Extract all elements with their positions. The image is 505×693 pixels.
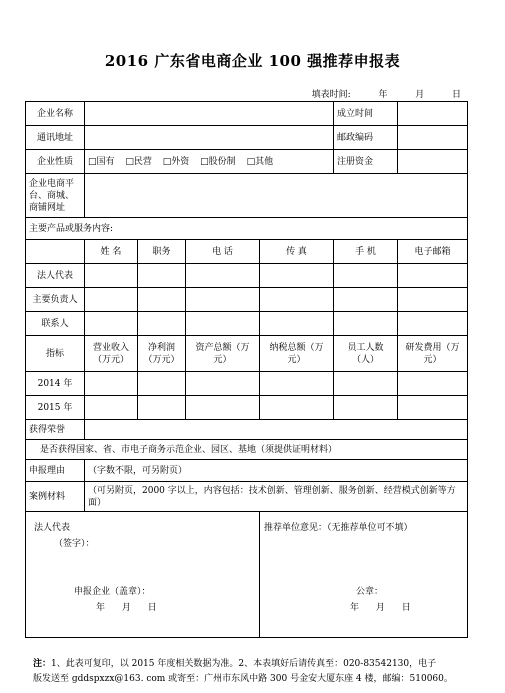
recommender-date: 年 月 日 (350, 603, 411, 613)
recommender-opinion-label: 推荐单位意见：（无推荐单位可不填） (264, 523, 413, 533)
footnote-line2: 版发送至 gddspxzx@163. com 或寄至：广州市东风中路 300 号金安大厦东座 4 楼，邮编：510060。 (33, 674, 453, 684)
nature-option-foreign[interactable]: □外资 (162, 156, 190, 167)
table-cell[interactable] (334, 264, 398, 288)
contact-header-mobile: 手 机 (334, 240, 398, 264)
table-cell[interactable] (260, 312, 334, 336)
address-label: 通讯地址 (26, 126, 85, 150)
fill-date-label: 填表时间: (311, 90, 351, 100)
indicator-net-profit: 净利润（万元） (138, 336, 186, 372)
demo-base-question: 是否获得国家、省、市电子商务示范企业、园区、基地（须提供证明材料） (26, 440, 468, 460)
products-label: 主要产品或服务内容: (26, 218, 468, 240)
table-cell[interactable] (398, 312, 468, 336)
nature-option-other[interactable]: □其他 (246, 156, 274, 167)
address-field[interactable] (85, 126, 334, 150)
founded-field[interactable] (398, 102, 468, 126)
applicant-sign-area[interactable] (26, 512, 260, 638)
nature-label: 企业性质 (26, 150, 85, 174)
legal-rep-label: 法人代表 (34, 523, 71, 533)
registered-capital-field[interactable] (398, 150, 468, 174)
table-cell[interactable] (186, 312, 260, 336)
applicant-seal-label: 申报企业（盖章）： (74, 587, 151, 597)
cases-label: 案例材料 (26, 482, 85, 512)
nature-option-state[interactable]: □国有 (88, 156, 115, 167)
year-2015-label: 2015 年 (26, 396, 85, 420)
nature-option-private[interactable]: □民营 (125, 156, 152, 167)
company-name-label: 企业名称 (26, 102, 85, 126)
table-cell[interactable] (260, 372, 334, 396)
contact-row-principal: 主要负责人 (26, 288, 85, 312)
indicator-total-assets: 资产总额（万元） (186, 336, 260, 372)
table-cell[interactable] (138, 312, 186, 336)
nature-option-joint-stock[interactable]: □股份制 (200, 156, 236, 167)
table-cell[interactable] (138, 288, 186, 312)
fill-date-year: 年 (378, 90, 388, 100)
indicator-label: 指标 (26, 336, 85, 372)
table-cell[interactable] (334, 288, 398, 312)
postcode-label: 邮政编码 (334, 126, 398, 150)
table-cell[interactable] (334, 312, 398, 336)
reason-label: 申报理由 (26, 460, 85, 482)
table-cell[interactable] (85, 288, 138, 312)
application-form (25, 101, 468, 638)
contact-header-fax: 传 真 (260, 240, 334, 264)
registered-capital-label: 注册资金 (334, 150, 398, 174)
table-cell[interactable] (260, 288, 334, 312)
reason-note[interactable]: （字数不限，可另附页） (85, 460, 468, 482)
indicator-total-tax: 纳税总额（万元） (260, 336, 334, 372)
table-cell[interactable] (138, 372, 186, 396)
fill-date (312, 87, 461, 100)
table-cell[interactable] (138, 396, 186, 420)
contact-header-name: 姓 名 (85, 240, 138, 264)
recommender-sign-area[interactable] (260, 512, 468, 638)
table-cell[interactable] (186, 288, 260, 312)
honors-label: 获得荣誉 (26, 420, 85, 440)
contact-header-email: 电子邮箱 (398, 240, 468, 264)
table-cell[interactable] (85, 312, 138, 336)
table-cell[interactable] (186, 396, 260, 420)
table-cell[interactable] (85, 264, 138, 288)
page-title: 2016 广东省电商企业 100 强推荐申报表 (104, 52, 401, 70)
postcode-field[interactable] (398, 126, 468, 150)
footnote-line1: 1、此表可复印，以 2015 年度相关数据为准。2、本表填好后请传真至：020-83542130，电子 (51, 659, 437, 669)
indicator-rd-cost: 研发费用（万元） (398, 336, 468, 372)
table-cell[interactable] (260, 396, 334, 420)
table-cell[interactable] (186, 264, 260, 288)
company-name-field[interactable] (85, 102, 334, 126)
nature-options (85, 150, 334, 174)
indicator-employees: 员工人数（人） (334, 336, 398, 372)
fill-date-month: 月 (415, 90, 425, 100)
founded-label: 成立时间 (334, 102, 398, 126)
platform-label: 企业电商平台、商城、商铺网址 (26, 174, 85, 218)
official-seal-label: 公章： (356, 587, 384, 597)
platform-field[interactable] (85, 174, 468, 218)
signature-label: （签字）： (54, 539, 95, 549)
applicant-date: 年 月 日 (96, 603, 157, 613)
table-cell[interactable] (398, 396, 468, 420)
table-cell[interactable] (334, 372, 398, 396)
table-cell[interactable] (186, 372, 260, 396)
contact-header-position: 职务 (138, 240, 186, 264)
table-cell[interactable] (85, 372, 138, 396)
table-cell[interactable] (85, 396, 138, 420)
table-cell[interactable] (398, 288, 468, 312)
table-cell[interactable] (398, 372, 468, 396)
fill-date-day: 日 (451, 90, 461, 100)
contact-row-contact: 联系人 (26, 312, 85, 336)
honors-field[interactable] (85, 420, 468, 440)
footnote (33, 657, 473, 687)
contact-row-legal-rep: 法人代表 (26, 264, 85, 288)
footnote-label: 注： (33, 659, 52, 669)
table-cell[interactable] (260, 264, 334, 288)
contact-header-phone: 电 话 (186, 240, 260, 264)
year-2014-label: 2014 年 (26, 372, 85, 396)
table-cell[interactable] (334, 396, 398, 420)
table-cell[interactable] (398, 264, 468, 288)
cases-note[interactable]: （可另附页，2000 字以上，内容包括：技术创新、管理创新、服务创新、经营模式创新等方面） (85, 482, 468, 512)
indicator-revenue: 营业收入（万元） (85, 336, 138, 372)
table-cell[interactable] (138, 264, 186, 288)
contact-header-corner (26, 240, 85, 264)
